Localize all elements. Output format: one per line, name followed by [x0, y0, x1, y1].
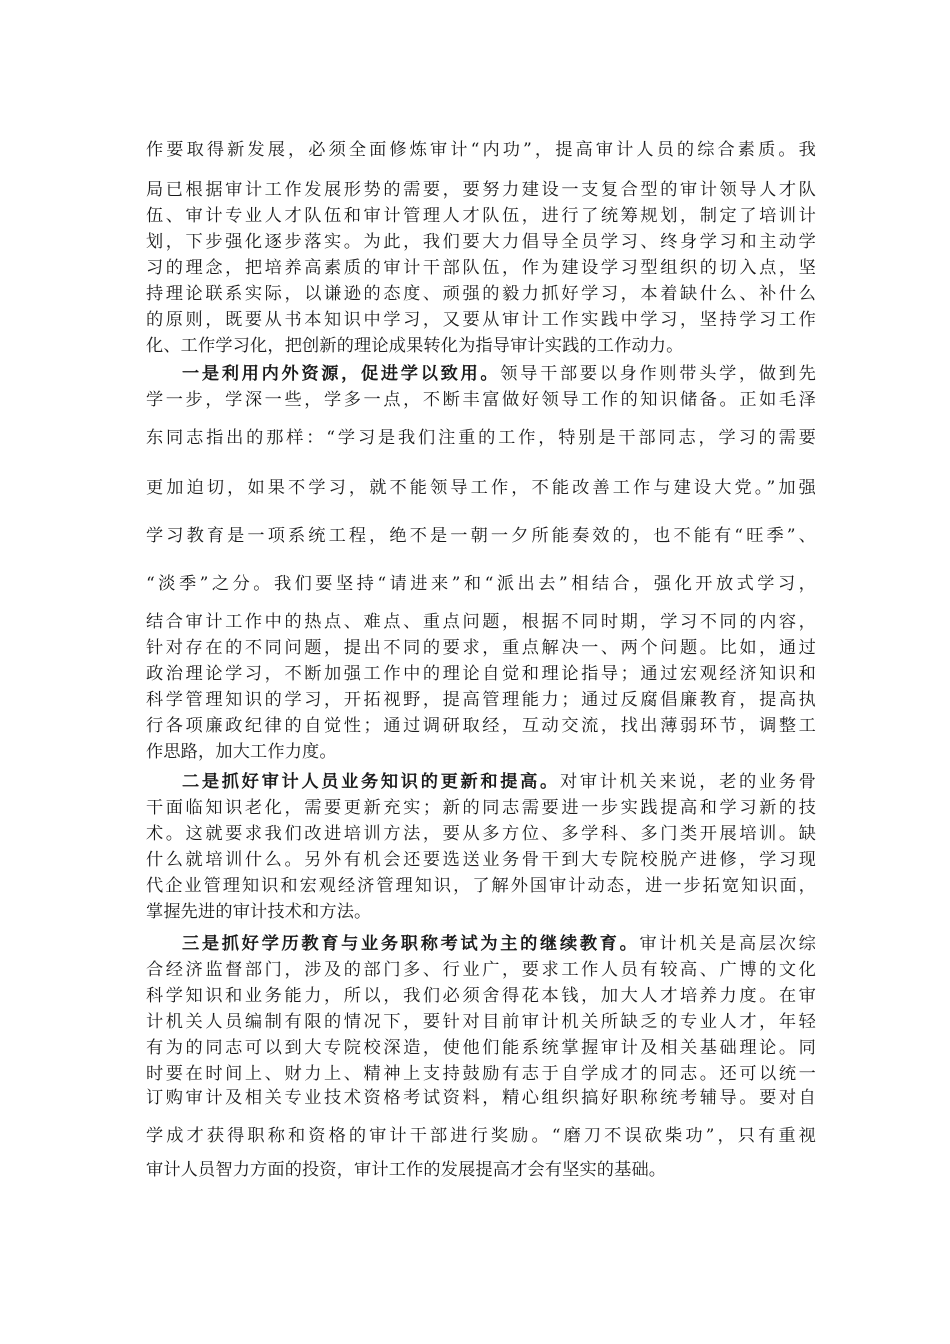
section1-line-8: 针对存在的不同问题，提出不同的要求，重点解决一、两个问题。比如，通过 [146, 638, 816, 658]
intro-line-1: 作要取得新发展，必须全面修炼审计“内功”，提高审计人员的综合素质。我 [146, 140, 816, 160]
section3-first-line [182, 932, 816, 956]
intro-line-2: 局已根据审计工作发展形势的需要，要努力建设一支复合型的审计领导人才队 [146, 180, 816, 200]
section3-line-3: 科学知识和业务能力，所以，我们必须舍得花本钱，加大人才培养力度。在审 [146, 986, 816, 1006]
section2-line-2: 干面临知识老化，需要更新充实；新的同志需要进一步实践提高和学习新的技 [146, 798, 816, 818]
section1-first-rest: 领导干部要以身作则带头学，做到先 [500, 364, 816, 384]
intro-line-3: 伍、审计专业人才队伍和审计管理人才队伍，进行了统筹规划，制定了培训计 [146, 206, 816, 226]
section3-lead: 三是抓好学历教育与业务职称考试为主的继续教育。 [182, 934, 640, 954]
section2-first-rest: 对审计机关来说，老的业务骨 [559, 772, 816, 792]
intro-line-5: 习的理念，把培养高素质的审计干部队伍，作为建设学习型组织的切入点，坚 [146, 258, 816, 278]
intro-line-6: 持理论联系实际，以谦逊的态度、顽强的毅力抓好学习，本着缺什么、补什么 [146, 284, 816, 304]
section2-line-5: 代企业管理知识和宏观经济管理知识，了解外国审计动态，进一步拓宽知识面， [146, 876, 816, 896]
section2-line-6: 掌握先进的审计技术和方法。 [146, 902, 372, 922]
section3-line-8: 学成才获得职称和资格的审计干部进行奖励。“磨刀不误砍柴功”，只有重视 [146, 1126, 816, 1146]
section2-lead: 二是抓好审计人员业务知识的更新和提高。 [182, 772, 560, 792]
section1-line-9: 政治理论学习，不断加强工作中的理论自觉和理论指导；通过宏观经济知识和 [146, 664, 816, 684]
section3-line-4: 计机关人员编制有限的情况下，要针对目前审计机关所缺乏的专业人才，年轻 [146, 1012, 816, 1032]
intro-line-8: 化、工作学习化，把创新的理论成果转化为指导审计实践的工作动力。 [146, 336, 684, 356]
section3-line-9: 审计人员智力方面的投资，审计工作的发展提高才会有坚实的基础。 [146, 1160, 667, 1180]
section1-line-5: 学习教育是一项系统工程，绝不是一朝一夕所能奏效的，也不能有“旺季”、 [146, 526, 816, 546]
section3-line-7: 订购审计及相关专业技术资格考试资料，精心组织搞好职称统考辅导。要对自 [146, 1088, 816, 1108]
section1-line-3: 东同志指出的那样：“学习是我们注重的工作，特别是干部同志，学习的需要 [146, 428, 816, 448]
section1-line-12: 作思路，加大工作力度。 [146, 742, 337, 762]
section2-first-line [182, 770, 816, 794]
section1-line-2: 学一步，学深一些，学多一点，不断丰富做好领导工作的知识储备。正如毛泽 [146, 390, 816, 410]
section1-line-6: “淡季”之分。我们要坚持“请进来”和“派出去”相结合，强化开放式学习， [146, 574, 816, 594]
section1-first-line [182, 362, 816, 386]
section3-line-6: 时要在时间上、财力上、精神上支持鼓励有志于自学成才的同志。还可以统一 [146, 1064, 816, 1084]
section3-line-5: 有为的同志可以到大专院校深造，使他们能系统掌握审计及相关基础理论。同 [146, 1038, 816, 1058]
section1-line-4: 更加迫切，如果不学习，就不能领导工作，不能改善工作与建设大党。”加强 [146, 478, 816, 498]
section1-line-7: 结合审计工作中的热点、难点、重点问题，根据不同时期，学习不同的内容， [146, 612, 816, 632]
section1-line-10: 科学管理知识的学习，开拓视野，提高管理能力；通过反腐倡廉教育，提高执 [146, 690, 816, 710]
section3-line-2: 合经济监督部门，涉及的部门多、行业广，要求工作人员有较高、广博的文化 [146, 960, 816, 980]
section2-line-4: 什么就培训什么。另外有机会还要选送业务骨干到大专院校脱产进修，学习现 [146, 850, 816, 870]
intro-line-7: 的原则，既要从书本知识中学习，又要从审计工作实践中学习，坚持学习工作 [146, 310, 816, 330]
section1-lead: 一是利用内外资源，促进学以致用。 [182, 364, 501, 384]
intro-line-4: 划，下步强化逐步落实。为此，我们要大力倡导全员学习、终身学习和主动学 [146, 232, 816, 252]
section2-line-3: 术。这就要求我们改进培训方法，要从多方位、多学科、多门类开展培训。缺 [146, 824, 816, 844]
section3-first-rest: 审计机关是高层次综 [639, 934, 816, 954]
section1-line-11: 行各项廉政纪律的自觉性；通过调研取经，互动交流，找出薄弱环节，调整工 [146, 716, 816, 736]
